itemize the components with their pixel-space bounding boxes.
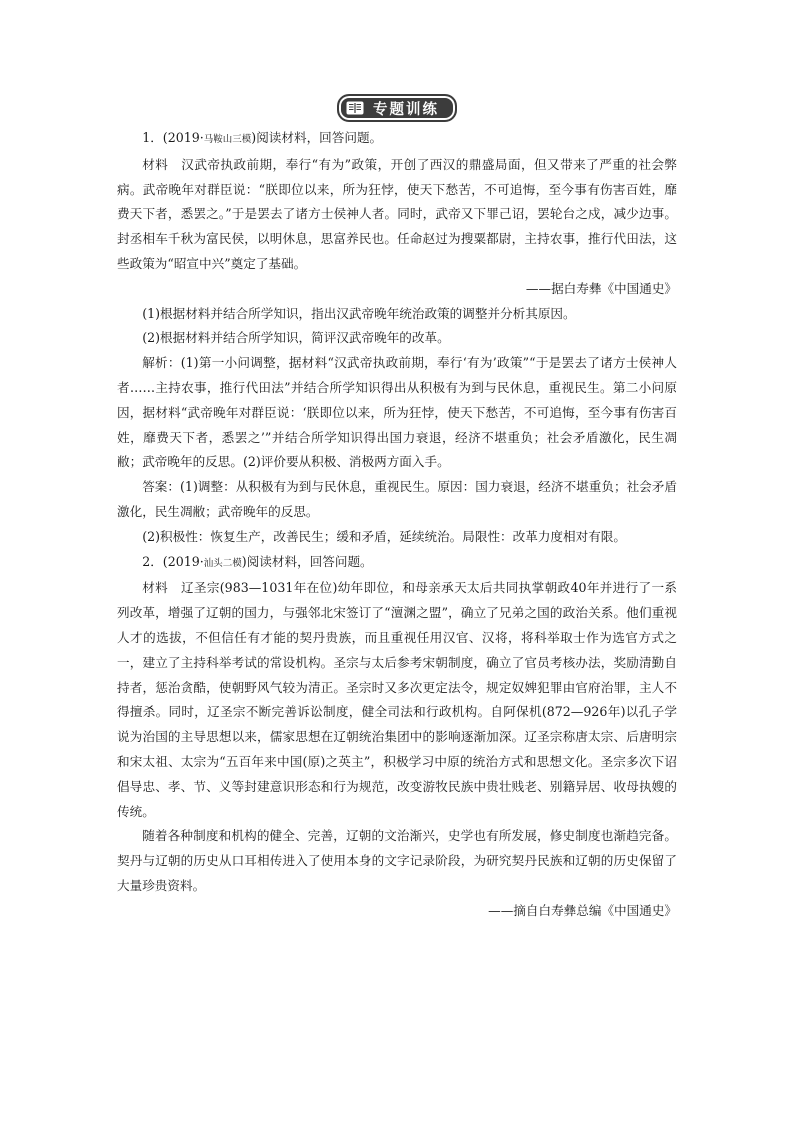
question-2-heading: 2．(2019·汕头二模)阅读材料，回答问题。 (142, 553, 373, 569)
question-1-sub-2: (2)根据材料并结合所学知识，简评汉武帝晚年的改革。 (142, 330, 450, 346)
question-1-material: 材料 汉武帝执政前期，奉行“有为”政策，开创了西汉的鼎盛局面，但又带来了严重的社会弊病。武帝晚年对群臣说：“朕即位以来，所为狂悖，使天下愁苦，不可追悔，至今事有伤害百姓，靡费天下者，悉罢之。”于是罢去了诸方士侯神人者。同时，武帝又下罪己诏，罢轮台之戍，减少边事。封丞相车千秋为富民侯，以明休息，思富养民也。任命赵过为搜粟都尉，主持农事，推行代田法，这些政策为“昭宣中兴”奠定了基础。 (117, 156, 677, 271)
question-1-heading: 1．(2019·马鞍山三模)阅读材料，回答问题。 (142, 130, 383, 145)
question-2-material-source: ——摘自白寿彝总编《中国通史》 (488, 902, 677, 918)
section-title: 专题训练 (373, 101, 439, 118)
question-1-answer: 答案：(1)调整：从积极有为到与民休息，重视民生。原因：国力衰退，经济不堪重负；社会矛盾激化，民生凋敝；武帝晚年的反思。 (117, 479, 677, 519)
question-1-material-source: ——据白寿彝《中国通史》 (525, 280, 677, 296)
question-1-source-tag: 马鞍山三模 (203, 134, 252, 145)
question-1-analysis: 解析：(1)第一小问调整，据材料“汉武帝执政前期，奉行‘有为’政策”“于是罢去了诸方士侯神人者……主持农事，推行代田法”并结合所学知识得出从积极有为到与民休息，重视民生。第二小问原因，据材料“武帝晚年对群臣说：‘朕即位以来，所为狂悖，使天下愁苦，不可追悔，至今事有伤害百姓，靡费天下者，悉罢之’”并结合所学知识得出国力衰退，经济不堪重负；社会矛盾激化，民生凋敝；武帝晚年的反思。(2)评价要从积极、消极两方面入手。 (117, 355, 677, 470)
question-2-material-continued: 随着各种制度和机构的健全、完善，辽朝的文治渐兴，史学也有所发展，修史制度也渐趋完备。契丹与辽朝的历史从口耳相传进入了使用本身的文字记录阶段，为研究契丹民族和辽朝的历史保留了大量珍贵资料。 (117, 828, 677, 893)
exercise-content (117, 126, 677, 924)
question-2-number: 2． (142, 553, 163, 569)
question-2-material: 材料 辽圣宗(983—1031年在位)幼年即位，和母亲承天太后共同执掌朝政40年并进行了一系列改革，增强了辽朝的国力，与强邻北宋签订了“澶渊之盟”，确立了兄弟之国的政治关系。他们重视人才的选拔，不但信任有才能的契丹贵族，而且重视任用汉官、汉将，将科举取士作为选官方式之一，建立了主持科举考试的常设机构。圣宗与太后参考宋朝制度，确立了官员考核办法，奖励清勤自持者，惩治贪酷，使朝野风气较为清正。圣宗时又多次更定法令，规定奴婢犯罪由官府治罪，主人不得擅杀。同时，辽圣宗不断完善诉讼制度，健全司法和行政机构。自阿保机(872—926年)以孔子学说为治国的主导思想以来，儒家思想在辽朝统治集团中的影响逐渐加深。辽圣宗称唐太宗、后唐明宗和宋太祖、太宗为“五百年来中国(原)之英主”，积极学习中原的统治方式和思想文化。圣宗多次下诏倡导忠、孝、节、义等封建意识形态和行为规范，改变游牧民族中贵壮贱老、别籍异居、收母执嫂的传统。 (117, 580, 677, 819)
section-banner (0, 94, 794, 122)
open-book-icon (345, 100, 365, 116)
question-2-source-tag: 汕头二模 (203, 557, 242, 569)
question-1-sub-1: (1)根据材料并结合所学知识，指出汉武帝晚年统治政策的调整并分析其原因。 (142, 305, 576, 321)
question-1-number: 1． (142, 130, 163, 145)
question-1-answer-2: (2)积极性：恢复生产，改善民生；缓和矛盾，延续统治。局限性：改革力度相对有限。 (142, 528, 626, 544)
section-banner-pill (337, 94, 457, 122)
